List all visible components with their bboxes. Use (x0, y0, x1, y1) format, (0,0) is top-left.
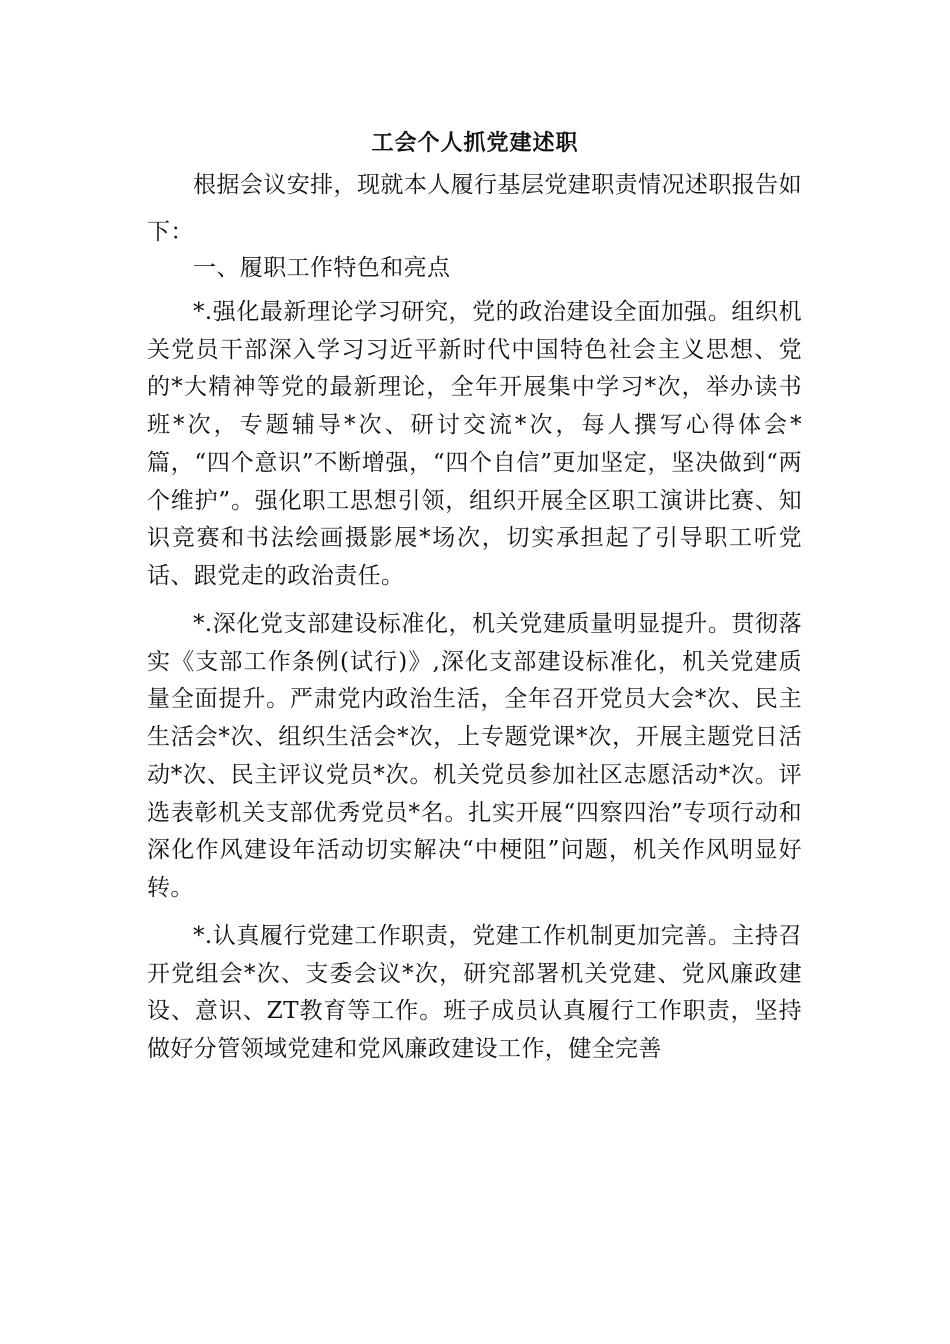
document-title: 工会个人抓党建述职 (371, 130, 579, 156)
body-paragraph-3: *.认真履行党建工作职责，党建工作机制更加完善。主持召开党组会*次、支委会议*次，研究部署机关党建、党风廉政建设、意识、ZT教育等工作。班子成员认真履行工作职责，坚持做好分管领域党建和党风廉政建设工作，健全完善 (147, 923, 802, 1063)
body-paragraph-1: *.强化最新理论学习研究，党的政治建设全面加强。组织机关党员干部深入学习习近平新时代中国特色社会主义思想、党的*大精神等党的最新理论，全年开展集中学习*次，举办读书班*次，专题辅导*次、研讨交流*次，每人撰写心得体会*篇，“四个意识”不断增强，“四个自信”更加坚定，坚决做到“两个维护”。强化职工思想引领，组织开展全区职工演讲比赛、知识竞赛和书法绘画摄影展*场次，切实承担起了引导职工听党话、跟党走的政治责任。 (147, 299, 802, 589)
body-paragraph-2: *.深化党支部建设标准化，机关党建质量明显提升。贯彻落实《支部工作条例(试行)》,深化支部建设标准化，机关党建质量全面提升。严肃党内政治生活，全年召开党员大会*次、民主生活会*次、组织生活会*次，上专题党课*次，开展主题党日活动*次、民主评议党员*次。机关党员参加社区志愿活动*次。评选表彰机关支部优秀党员*名。扎实开展“四察四治”专项行动和深化作风建设年活动切实解决“中梗阻”问题，机关作风明显好转。 (147, 611, 802, 901)
intro-paragraph: 根据会议安排，现就本人履行基层党建职责情况述职报告如下： (147, 172, 802, 245)
section-heading: 一、履职工作特色和亮点 (193, 255, 451, 281)
